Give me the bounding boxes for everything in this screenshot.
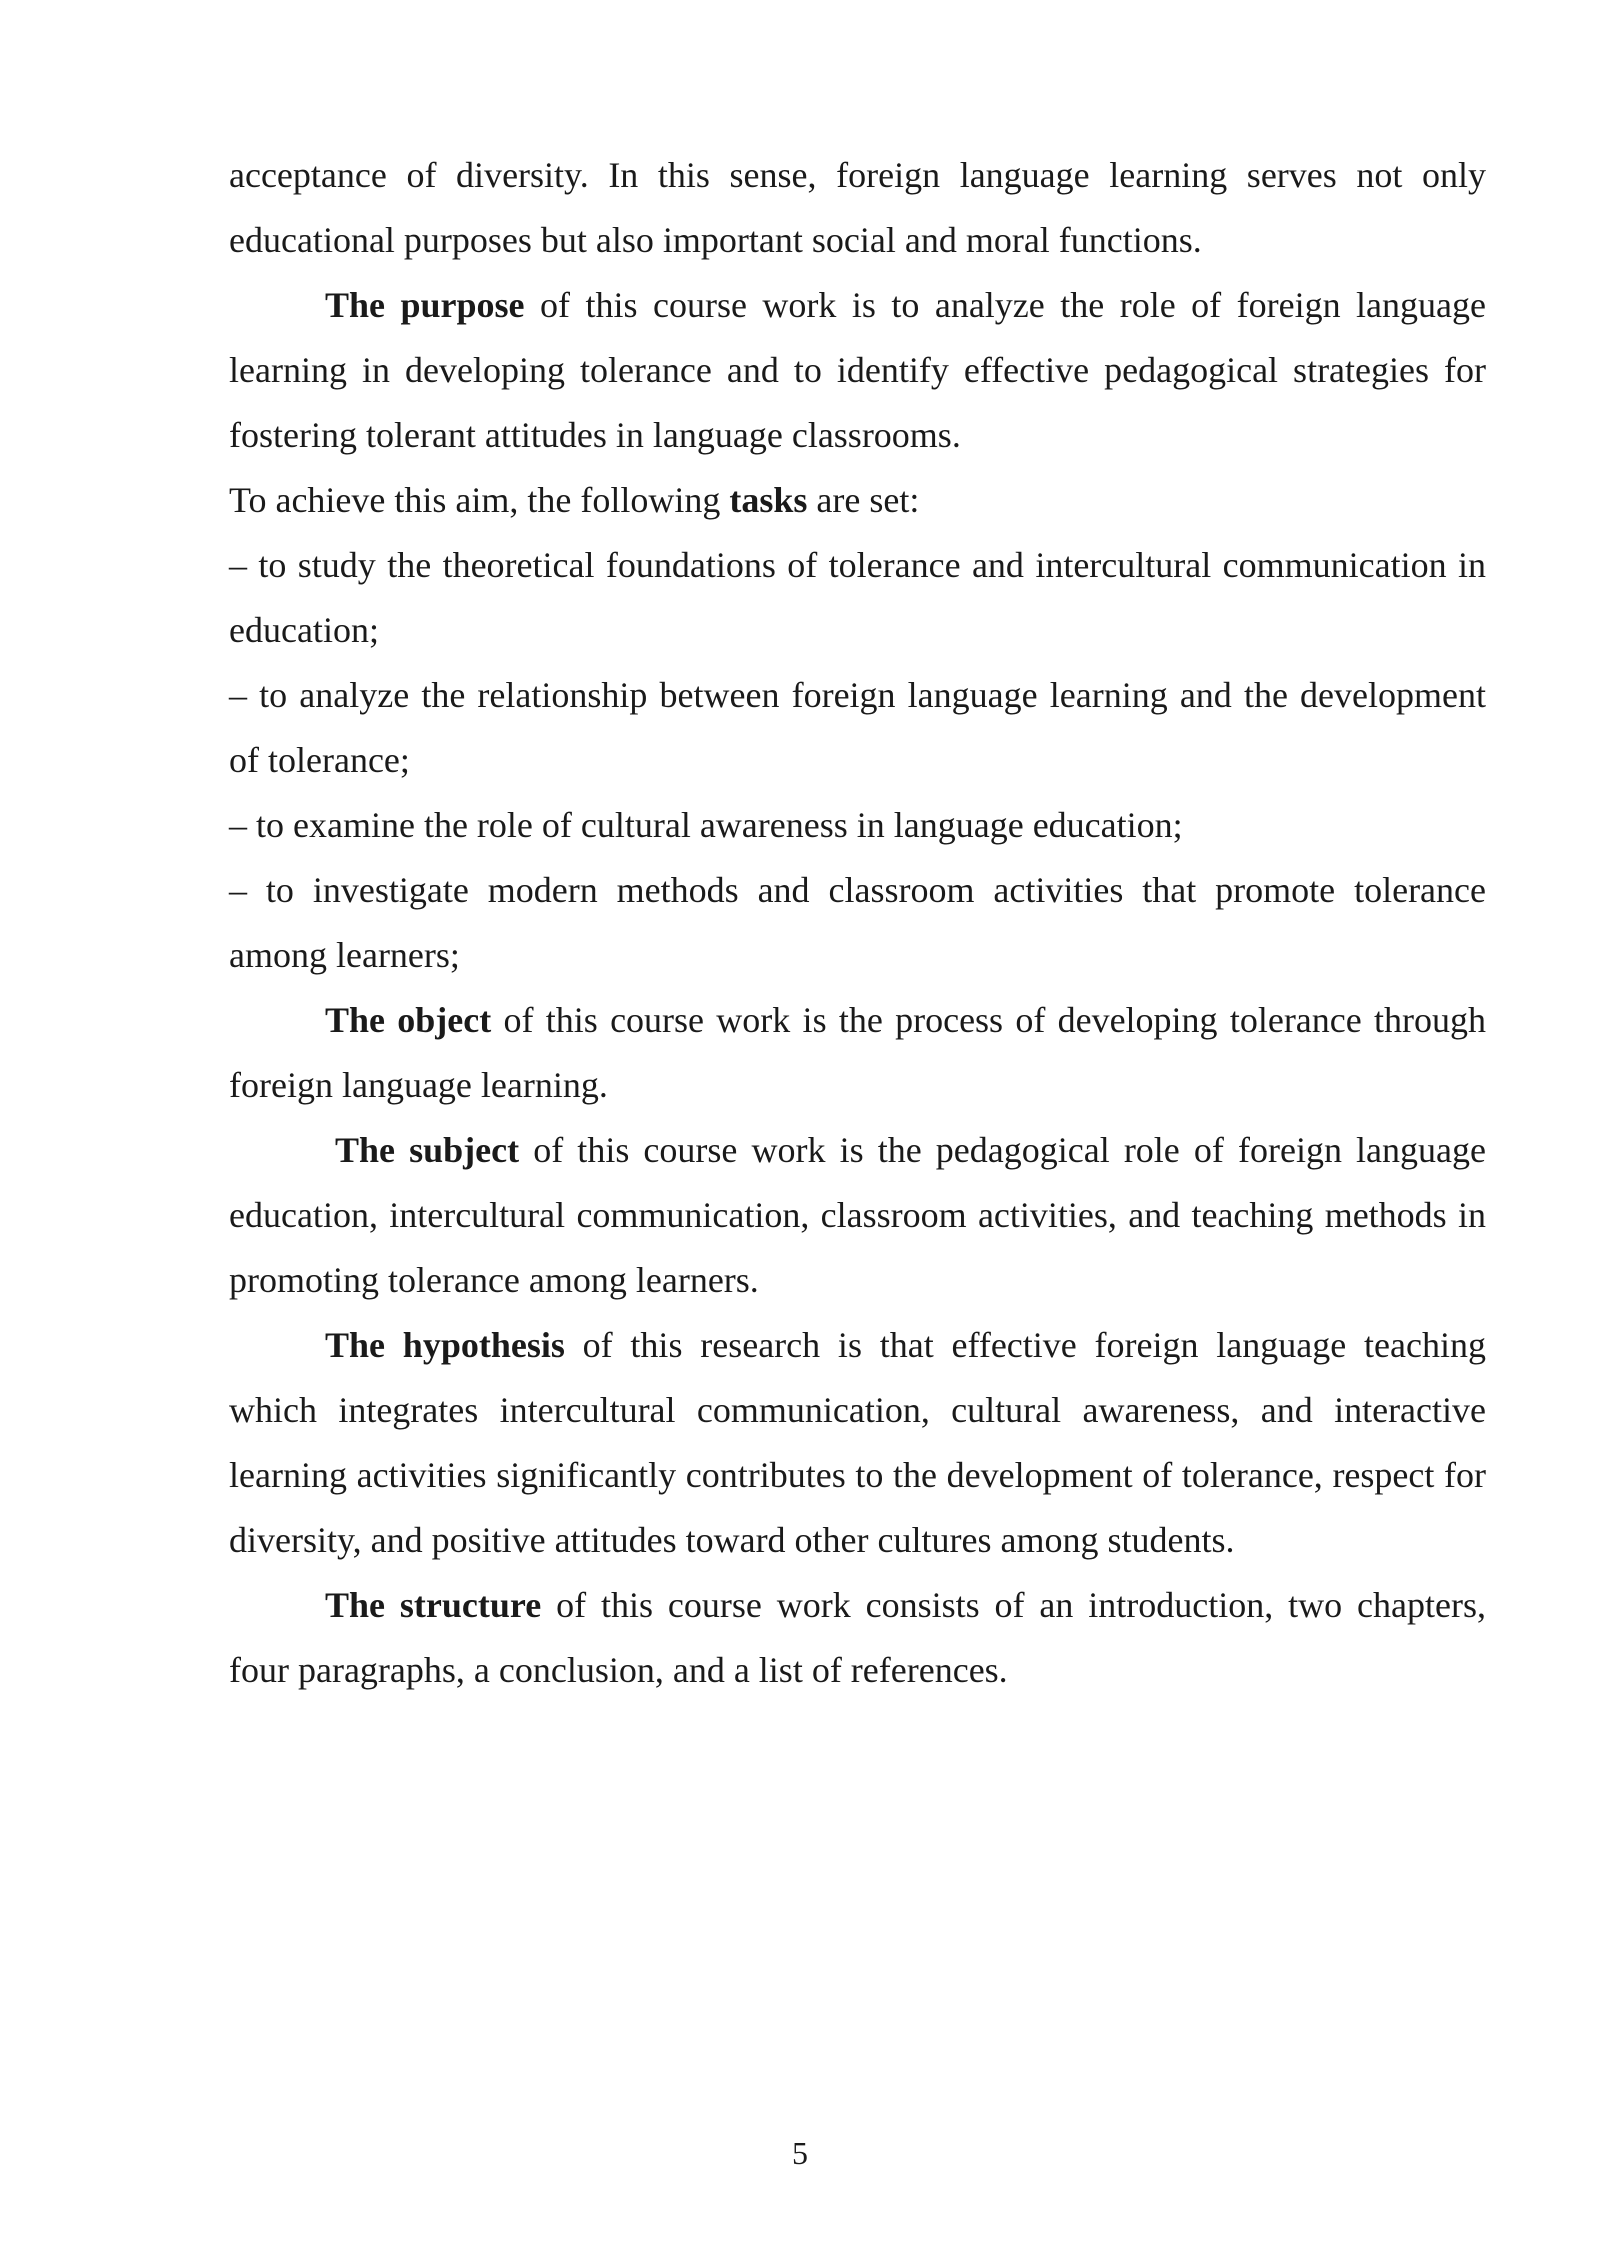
- structure-paragraph: [229, 1573, 1486, 1703]
- task-item: – to analyze the relationship between foreign language learning and the development of tolerance;: [229, 675, 1486, 780]
- page-body: [229, 143, 1486, 1703]
- task-item: – to investigate modern methods and classroom activities that promote tolerance among learners;: [229, 870, 1486, 975]
- tasks-intro-paragraph: [229, 468, 1486, 533]
- task-item: – to study the theoretical foundations of tolerance and intercultural communication in education;: [229, 545, 1486, 650]
- structure-heading: The structure: [325, 1585, 542, 1625]
- hypothesis-text: of this research is that effective foreign language teaching which integrates intercultural communication, cultural awareness, and interactive learning activities significantly contributes to the development of tolerance, respect for diversity, and positive attitudes toward other cultures among students.: [229, 1325, 1486, 1560]
- hypothesis-heading: The hypothesis: [325, 1325, 565, 1365]
- task-item: – to examine the role of cultural awareness in language education;: [229, 805, 1183, 845]
- subject-heading: The subject: [335, 1130, 520, 1170]
- tasks-intro-after: are set:: [807, 480, 920, 520]
- subject-paragraph: [229, 1118, 1486, 1313]
- subject-text: of this course work is the pedagogical role of foreign language education, intercultural communication, classroom activities, and teaching methods in promoting tolerance among learners.: [229, 1130, 1486, 1300]
- page-number: 5: [792, 2135, 808, 2171]
- object-text: of this course work is the process of developing tolerance through foreign language learning.: [229, 1000, 1487, 1105]
- hypothesis-paragraph: [229, 1313, 1486, 1573]
- object-heading: The object: [325, 1000, 492, 1040]
- purpose-text: of this course work is to analyze the role of foreign language learning in developing tolerance and to identify effective pedagogical strategies for fostering tolerant attitudes in language classrooms.: [229, 285, 1486, 455]
- tasks-heading: tasks: [729, 480, 808, 520]
- intro-end-paragraph: acceptance of diversity. In this sense, foreign language learning serves not only educational purposes but also important social and moral functions.: [229, 155, 1486, 260]
- tasks-intro-before: To achieve this aim, the following: [229, 480, 730, 520]
- purpose-heading: The purpose: [325, 285, 525, 325]
- structure-text: of this course work consists of an introduction, two chapters, four paragraphs, a conclusion, and a list of references.: [229, 1585, 1486, 1690]
- object-paragraph: [229, 988, 1486, 1118]
- purpose-paragraph: [229, 273, 1486, 468]
